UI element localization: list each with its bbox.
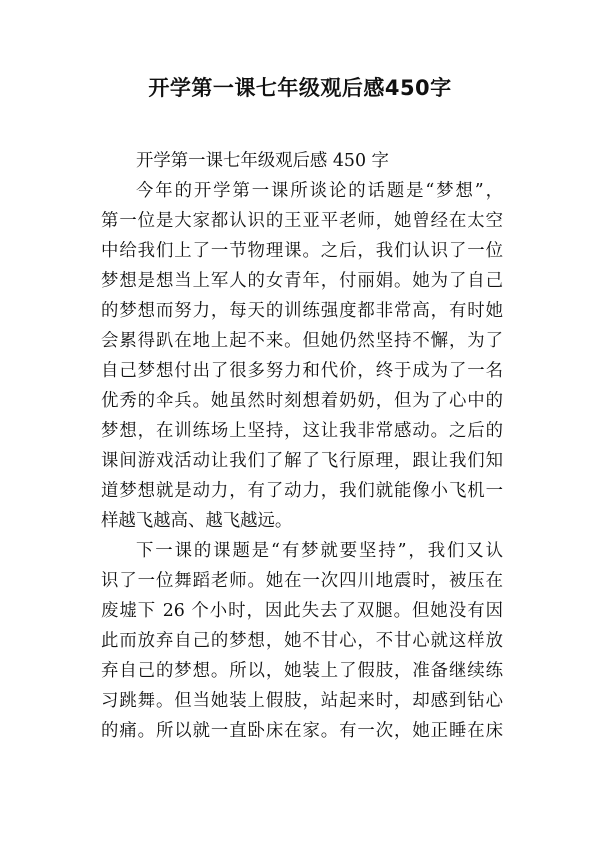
document-body — [101, 146, 503, 746]
paragraph-line: 第一位是大家都认识的王亚平老师，她曾经在太空 — [101, 211, 503, 231]
paragraph-line: 中给我们上了一节物理课。之后，我们认识了一位 — [101, 241, 503, 261]
paragraph-line: 样越飞越高、越飞越远。 — [101, 511, 293, 531]
paragraph-line: 此而放弃自己的梦想，她不甘心，不甘心就这样放 — [101, 631, 503, 651]
paragraph-line: 梦想是想当上军人的女青年，付丽娟。她为了自己 — [101, 271, 503, 291]
paragraph-line: 今年的开学第一课所谈论的话题是“梦想”， — [136, 181, 503, 201]
paragraph-line: 的痛。所以就一直卧床在家。有一次，她正睡在床 — [101, 721, 503, 741]
paragraph-line: 自己梦想付出了很多努力和代价，终于成为了一名 — [101, 361, 503, 381]
paragraph-line: 的梦想而努力，每天的训练强度都非常高，有时她 — [101, 301, 503, 321]
paragraph-line: 道梦想就是动力，有了动力，我们就能像小飞机一 — [101, 481, 503, 501]
paragraph-line: 废墟下 26 个小时，因此失去了双腿。但她没有因 — [101, 601, 503, 621]
subtitle-line: 开学第一课七年级观后感 450 字 — [136, 151, 389, 171]
paragraph-line: 习跳舞。但当她装上假肢，站起来时，却感到钻心 — [101, 691, 503, 711]
paragraph-line: 优秀的伞兵。她虽然时刻想着奶奶，但为了心中的 — [101, 391, 503, 411]
paragraph-line: 梦想，在训练场上坚持，这让我非常感动。之后的 — [101, 421, 503, 441]
document-title: 开学第一课七年级观后感450字 — [148, 76, 452, 100]
paragraph-line: 识了一位舞蹈老师。她在一次四川地震时，被压在 — [101, 571, 503, 591]
paragraph-line: 弃自己的梦想。所以，她装上了假肢，准备继续练 — [101, 661, 503, 681]
paragraph-line: 会累得趴在地上起不来。但她仍然坚持不懈，为了 — [101, 331, 503, 351]
paragraph-line: 课间游戏活动让我们了解了飞行原理，跟让我们知 — [101, 451, 503, 471]
paragraph-line: 下一课的课题是“有梦就要坚持”，我们又认 — [136, 541, 503, 561]
